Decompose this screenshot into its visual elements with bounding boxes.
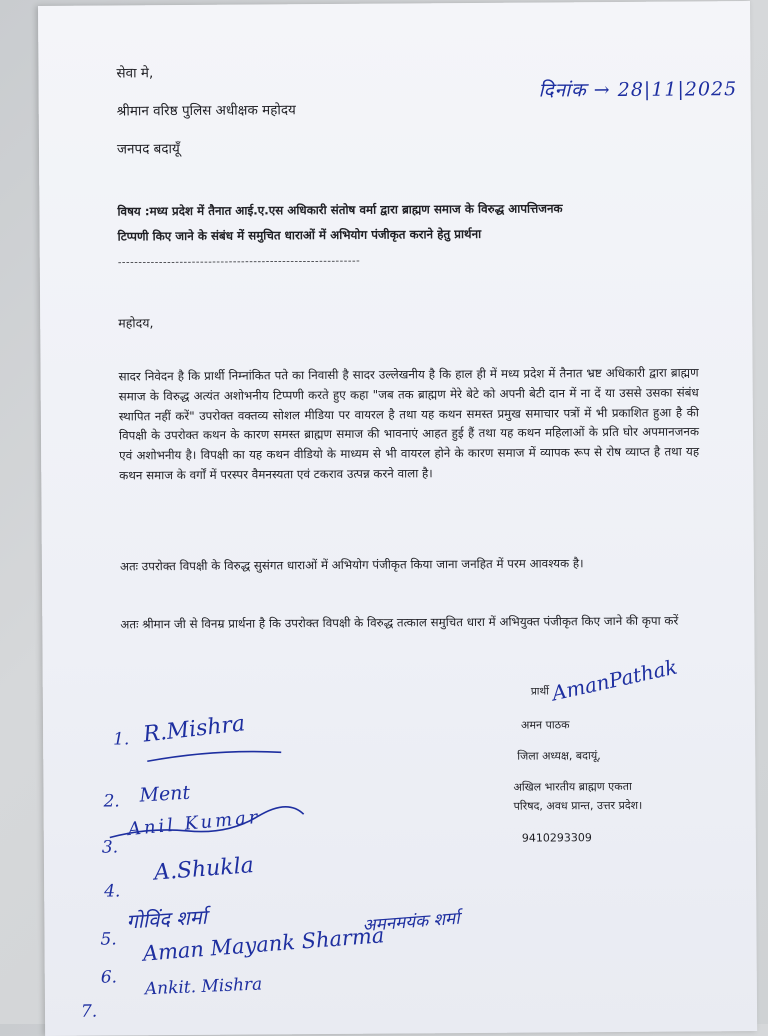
- date-label: दिनांक: [538, 79, 587, 102]
- signatory-2-signature: Ment: [138, 781, 191, 807]
- signatory-7-num: 7.: [80, 1001, 98, 1022]
- signatory-3-scribble: [108, 806, 308, 843]
- signatory-6-num: 6.: [100, 967, 118, 988]
- applicant-label: प्रार्थी: [530, 685, 549, 698]
- district: जनपद बदायूँ: [116, 141, 180, 158]
- signatory-5-signature: गोविंद शर्मा: [125, 904, 208, 934]
- org-line-2: परिषद, अवध प्रान्त, उत्तर प्रदेश।: [513, 798, 643, 813]
- signatory-2-num: 2.: [103, 791, 120, 812]
- date-value: 28|11|2025: [617, 78, 738, 101]
- addressee: श्रीमान वरिष्ठ पुलिस अधीक्षक महोदय: [116, 102, 296, 120]
- signatory-5-num: 5.: [100, 929, 117, 950]
- phone-number: 9410293309: [521, 831, 592, 845]
- org-line-1: अखिल भारतीय ब्राह्मण एकता: [513, 779, 632, 794]
- applicant-name: अमन पाठक: [520, 718, 570, 732]
- signatory-4-num: 4.: [104, 881, 121, 902]
- signatory-3-num: 3.: [101, 837, 119, 858]
- letter-page: [38, 1, 757, 1036]
- date-arrow-icon: →: [593, 79, 611, 102]
- signatory-6-signature: Aman Mayank Sharma: [141, 923, 386, 966]
- signatory-4-signature: A.Shukla: [153, 853, 255, 886]
- applicant-signature: AmanPathak: [549, 654, 680, 706]
- date-handwritten: [539, 75, 738, 102]
- separator-line: -----------------------------------------------------------: [117, 255, 361, 269]
- body-paragraph-2: अतः उपरोक्त विपक्षी के विरुद्ध सुसंगत धाराओं में अभियोग पंजीकृत किया जाना जनहित में परम आवश्यक है।: [119, 556, 584, 574]
- body-paragraph-1: सादर निवेदन है कि प्रार्थी निम्नांकित पते का निवासी है सादर उल्लेखनीय है कि हाल ही में मध्य प्रदेश में तैनात भ्रष्ट अधिकारी द्वारा ब्राह्मण समाज के विरुद्ध अत्यंत अशोभनीय टिप्पणी करते हुए कहा "जब तक ब्राह्मण मेरे बेटे को अपनी बेटी दान में ना दें या उससे उसका संबंध स्थापित नहीं करें" उपरोक्त वक्तव्य सोशल मीडिया पर वायरल है तथा यह कथन समस्त प्रमुख समाचार पत्रों में भी प्रकाशित हुआ है की विपक्षी के उपरोक्त कथन के कारण समस्त ब्राह्मण समाज की भावनाएं आहत हुई हैं तथा यह कथन महिलाओं के प्रति घोर अपमानजनक एवं अशोभनीय है। विपक्षी का यह कथन वीडियो के माध्यम से भी वायरल होने के कारण समाज में व्यापक रूप से रोष व्याप्त है तथा यह कथन समाज के वर्गों में परस्पर वैमनस्यता एवं टकराव उत्पन्न करने वाला है।: [118, 365, 700, 483]
- signatory-1-underline: [145, 746, 285, 767]
- signatory-6-signature-hindi: अमनमयंक शर्मा: [361, 908, 461, 937]
- subject-line-1: विषय :मध्य प्रदेश में तैनात आई.ए.एस अधिकारी संतोष वर्मा द्वारा ब्राह्मण समाज के विरुद्ध आपत्तिजनक: [117, 201, 563, 219]
- salutation: सेवा मे,: [116, 65, 154, 82]
- signatory-1-signature: R.Mishra: [141, 711, 247, 748]
- signatory-1-num: 1.: [113, 729, 130, 750]
- body-paragraph-3: अतः श्रीमान जी से विनम्र प्रार्थना है कि उपरोक्त विपक्षी के विरुद्ध तत्काल समुचित धारा में अभियुक्त पंजीकृत किए जाने की कृपा करें: [120, 613, 679, 632]
- signatory-3-signature: Anil Kumar: [127, 806, 262, 841]
- greeting: महोदय,: [118, 315, 154, 331]
- applicant-role: जिला अध्यक्ष, बदायूं,: [517, 749, 601, 763]
- signatory-7-signature: Ankit. Mishra: [144, 974, 263, 1000]
- subject-line-2: टिप्पणी किए जाने के संबंध में समुचित धाराओं में अभियोग पंजीकृत कराने हेतु प्रार्थना: [117, 226, 482, 244]
